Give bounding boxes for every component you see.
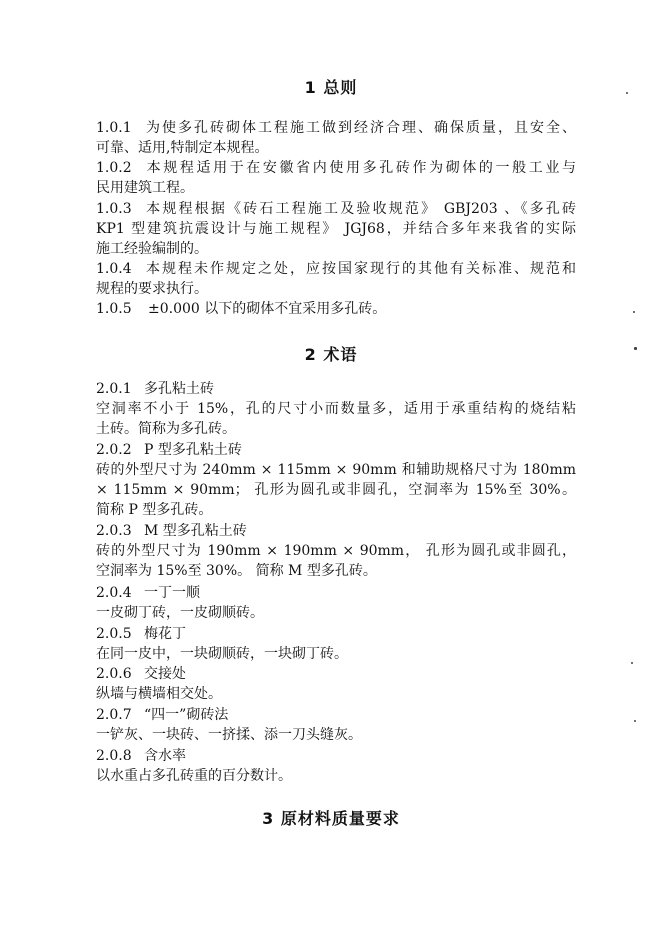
clause-number: 2.0.1 bbox=[96, 381, 132, 397]
clause-number: 1.0.4 bbox=[96, 261, 132, 277]
clause-text: 本规程根据《砖石工程施工及验收规范》 GBJ203 、《多孔砖 bbox=[144, 201, 576, 217]
term-definition: 一皮砌丁砖，一皮砌顺砖。 bbox=[96, 605, 264, 621]
term-line bbox=[96, 400, 576, 418]
term-line bbox=[96, 625, 576, 643]
term-line bbox=[96, 481, 576, 499]
clause-line bbox=[96, 200, 576, 218]
term-name: M 型多孔粘土砖 bbox=[144, 523, 247, 539]
term-definition: 空洞率为 15%至 30%。 简称 M 型多孔砖。 bbox=[96, 563, 377, 579]
term-name: P 型多孔粘土砖 bbox=[144, 442, 242, 458]
clause-number: 2.0.6 bbox=[96, 666, 132, 682]
term-name: 交接处 bbox=[144, 666, 186, 682]
section-heading-3: 3 原材料质量要求 bbox=[262, 809, 400, 828]
term-definition: 土砖。简称为多孔砖。 bbox=[96, 421, 236, 437]
scan-speck bbox=[633, 311, 635, 313]
scan-speck bbox=[634, 347, 637, 350]
term-line bbox=[96, 747, 576, 765]
clause-number: 2.0.7 bbox=[96, 707, 132, 723]
term-definition: 纵墙与横墙相交处。 bbox=[96, 686, 222, 702]
clause-number: 1.0.3 bbox=[96, 201, 132, 217]
section-heading-1: 1 总则 bbox=[304, 78, 358, 97]
clause-text: KP1 型建筑抗震设计与施工规程》 JGJ68，并结合多年来我省的实际 bbox=[96, 221, 576, 237]
term-line bbox=[96, 685, 576, 703]
term-line bbox=[96, 501, 576, 519]
clause-line bbox=[96, 139, 576, 157]
term-name: 一丁一顺 bbox=[144, 585, 200, 601]
clause-text: 本规程适用于在安徽省内使用多孔砖作为砌体的一般工业与 bbox=[144, 160, 576, 176]
term-definition: 空洞率不小于 15%，孔的尺寸小而数量多，适用于承重结构的烧结粘 bbox=[96, 401, 576, 417]
clause-number: 2.0.8 bbox=[96, 748, 132, 764]
clause-line bbox=[96, 300, 576, 318]
term-name: 含水率 bbox=[144, 748, 186, 764]
term-line bbox=[96, 604, 576, 622]
term-line bbox=[96, 645, 576, 663]
term-line bbox=[96, 380, 576, 398]
term-name: 梅花丁 bbox=[144, 626, 186, 642]
term-definition: × 115mm × 90mm； 孔形为圆孔或非圆孔，空洞率为 15%至 30%。 bbox=[96, 482, 576, 498]
clause-number: 2.0.2 bbox=[96, 442, 132, 458]
term-line bbox=[96, 726, 576, 744]
clause-line bbox=[96, 179, 576, 197]
term-definition: 砖的外型尺寸为 240mm × 115mm × 90mm 和辅助规格尺寸为 180mm bbox=[96, 462, 576, 478]
term-definition: 砖的外型尺寸为 190mm × 190mm × 90mm， 孔形为圆孔或非圆孔， bbox=[96, 543, 576, 559]
clause-text: 施工经验编制的。 bbox=[96, 241, 208, 257]
term-line bbox=[96, 767, 576, 785]
clause-number: 1.0.2 bbox=[96, 160, 132, 176]
term-line bbox=[96, 542, 576, 560]
scan-speck bbox=[631, 662, 633, 664]
clause-number: 2.0.3 bbox=[96, 523, 132, 539]
term-line bbox=[96, 441, 576, 459]
clause-line bbox=[96, 260, 576, 278]
clause-text: 本规程未作规定之处，应按国家现行的其他有关标准、规范和 bbox=[144, 261, 576, 277]
term-line bbox=[96, 706, 576, 724]
term-name: “四一”砌砖法 bbox=[144, 707, 229, 723]
term-line bbox=[96, 584, 576, 602]
scan-speck bbox=[626, 92, 628, 94]
clause-text: 为使多孔砖砌体工程施工做到经济合理、确保质量，且安全、 bbox=[144, 120, 576, 136]
term-line bbox=[96, 562, 576, 580]
clause-number: 2.0.5 bbox=[96, 626, 132, 642]
section-heading-2: 2 术语 bbox=[304, 345, 358, 364]
clause-line bbox=[96, 220, 576, 238]
clause-line bbox=[96, 280, 576, 298]
clause-text: 可靠、适用,特制定本规程。 bbox=[96, 140, 269, 156]
term-name: 多孔粘土砖 bbox=[144, 381, 214, 397]
term-line bbox=[96, 522, 576, 540]
clause-line bbox=[96, 119, 576, 137]
clause-text: 规程的要求执行。 bbox=[96, 281, 208, 297]
scan-speck bbox=[634, 720, 636, 722]
term-line bbox=[96, 665, 576, 683]
term-definition: 一铲灰、一块砖、一挤揉、添一刀头缝灰。 bbox=[96, 727, 362, 743]
clause-number: 2.0.4 bbox=[96, 585, 132, 601]
clause-line bbox=[96, 159, 576, 177]
clause-number: 1.0.5 bbox=[96, 301, 132, 317]
term-definition: 在同一皮中，一块砌顺砖，一块砌丁砖。 bbox=[96, 646, 348, 662]
clause-text: ±0.000 以下的砌体不宜采用多孔砖。 bbox=[148, 301, 387, 317]
term-definition: 以水重占多孔砖重的百分数计。 bbox=[96, 768, 292, 784]
term-line bbox=[96, 461, 576, 479]
clause-line bbox=[96, 240, 576, 258]
clause-text: 民用建筑工程。 bbox=[96, 180, 194, 196]
term-line bbox=[96, 420, 576, 438]
term-definition: 简称 P 型多孔砖。 bbox=[96, 502, 213, 518]
clause-number: 1.0.1 bbox=[96, 120, 132, 136]
